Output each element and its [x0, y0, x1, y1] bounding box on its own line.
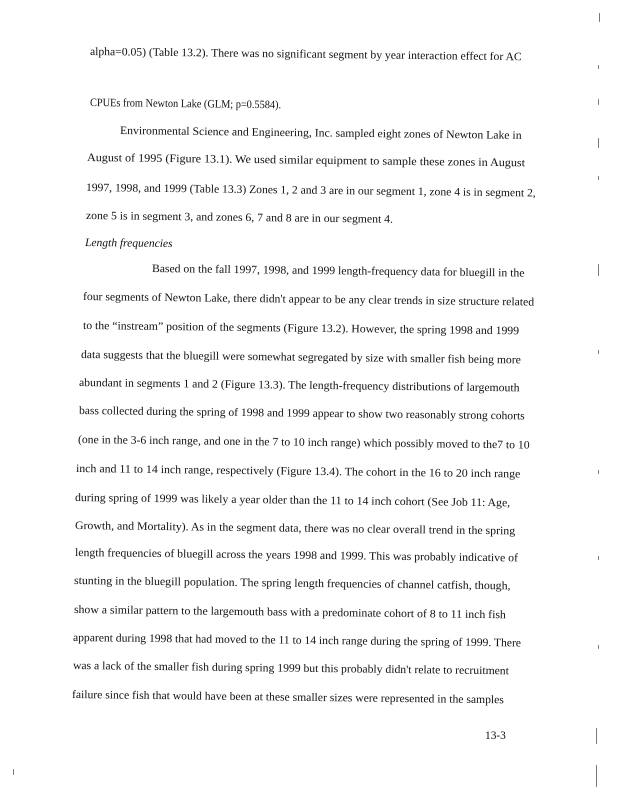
text-line: abundant in segments 1 and 2 (Figure 13.3). The length-frequency distributions of largemouth — [78, 377, 520, 395]
text-line: Growth, and Mortality). As in the segment data, there was no clear overall trend in the spring — [74, 520, 516, 538]
scan-speck — [598, 350, 599, 354]
text-line: zone 5 is in segment 3, and zones 6, 7 and 8 are in our segment 4. — [85, 210, 393, 226]
scan-speck — [599, 13, 600, 22]
text-line: show a similar pattern to the largemouth bass with a predominate cohort of 8 to 11 inch fish — [73, 604, 506, 622]
page-number: 13-3 — [485, 730, 506, 742]
scan-speck — [598, 556, 599, 560]
text-line: stunting in the bluegill population. The spring length frequencies of channel catfish, though, — [73, 575, 511, 593]
text-line: August of 1995 (Figure 13.1). We used similar equipment to sample these zones in August — [86, 152, 526, 170]
text-line: (one in the 3-6 inch range, and one in the 7 to 10 inch range) which possibly moved to the7 to 10 — [77, 434, 530, 452]
text-line: Based on the fall 1997, 1998, and 1999 length-frequency data for bluegill in the — [151, 263, 525, 280]
text-line: 1997, 1998, and 1999 (Table 13.3) Zones 1, 2 and 3 are in our segment 1, zone 4 is in segment 2, — [85, 182, 536, 200]
text-line: length frequencies of bluegill across the years 1998 and 1999. This was probably indicative of — [74, 547, 519, 565]
scan-speck — [13, 769, 14, 775]
scan-speck — [598, 138, 599, 148]
scan-speck — [596, 728, 597, 744]
section-heading: Length frequencies — [84, 237, 173, 251]
text-line: was a lack of the smaller fish during spring 1999 but this probably didn't relate to recruitment — [72, 660, 509, 678]
text-line: data suggests that the bluegill were somewhat segregated by size with smaller fish being more — [80, 349, 521, 367]
text-line: four segments of Newton Lake, there didn't appear to be any clear trends in size structure related — [82, 291, 535, 309]
text-line: CPUEs from Newton Lake (GLM; p=0.5584). — [89, 97, 282, 112]
text-line: Environmental Science and Engineering, Inc. sampled eight zones of Newton Lake in — [119, 125, 522, 142]
text-line: bass collected during the spring of 1998 and 1999 appear to show two reasonably strong cohorts — [78, 405, 525, 423]
scan-speck — [596, 765, 597, 787]
scan-speck — [598, 176, 599, 180]
scan-speck — [598, 264, 599, 276]
text-line: alpha=0.05) (Table 13.2). There was no significant segment by year interaction effect for AC — [89, 46, 522, 64]
text-line: failure since fish that would have been at these smaller sizes were represented in the samples — [71, 689, 504, 707]
text-line: to the “instream” position of the segments (Figure 13.2). However, the spring 1998 and 1999 — [82, 320, 520, 338]
scan-speck — [598, 65, 599, 69]
scan-speck — [598, 470, 599, 474]
text-line: during spring of 1999 was likely a year older than the 11 to 14 inch cohort (See Job 11: Age, — [74, 492, 511, 510]
scan-speck — [598, 99, 599, 105]
text-line: inch and 11 to 14 inch range, respectively (Figure 13.4). The cohort in the 16 to 20 inch range — [75, 463, 521, 481]
text-line: apparent during 1998 that had moved to the 11 to 14 inch range during the spring of 1999. There — [72, 632, 522, 650]
scan-speck — [598, 645, 599, 649]
